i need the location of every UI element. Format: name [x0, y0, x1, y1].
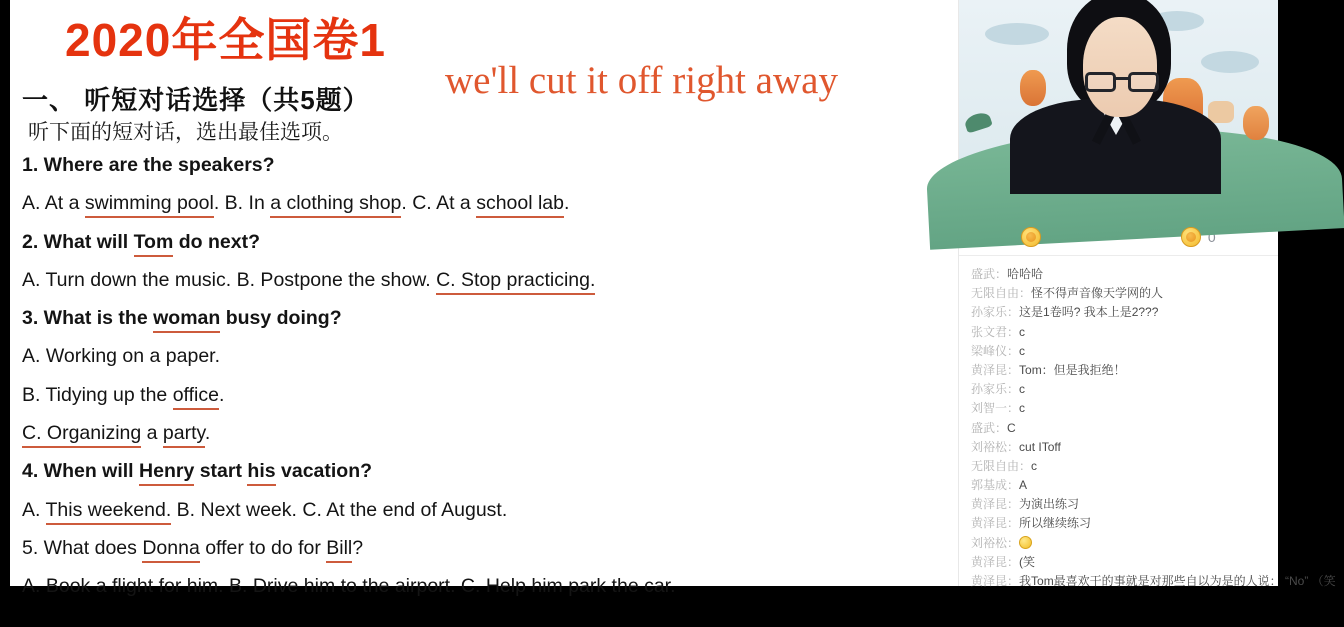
cloud-shape	[1201, 51, 1259, 73]
chat-message	[971, 495, 1278, 514]
chat-message	[971, 342, 1278, 361]
chat-sender-name: 黄泽昆：	[971, 497, 1020, 512]
question-line: A. This weekend. B. Next week. C. At the end of August.	[22, 491, 942, 529]
chat-message	[971, 438, 1278, 457]
chat-message-text: 所以继续练习	[1019, 516, 1092, 531]
class-coin-count: 0	[1207, 229, 1216, 245]
chat-sender-name: 刘裕松：	[971, 535, 1020, 550]
chat-sender-name: 郭基成：	[971, 478, 1020, 493]
question-line: C. Organizing a party.	[22, 414, 942, 452]
chat-message-text: 为演出练习	[1019, 497, 1080, 512]
bush-shape	[1020, 70, 1046, 106]
plant-shape	[964, 110, 994, 133]
chat-sender-name: 梁峰仪：	[971, 343, 1020, 358]
chat-message-text: 怪不得声音像天学网的人	[1031, 286, 1164, 301]
instructor-face	[1083, 17, 1157, 117]
question-line: 1. Where are the speakers?	[22, 154, 275, 176]
chat-message-text: 这是1卷吗? 我本上是2???	[1019, 305, 1159, 320]
bush-shape	[1243, 106, 1269, 140]
chat-message-text: c	[1019, 401, 1026, 416]
page-title: 2020年全国卷1	[65, 14, 386, 66]
coin-icon	[1181, 227, 1201, 247]
question-line: A. Book a flight for him. B. Drive him to the airport. C. Help him park the car.	[22, 575, 676, 598]
question-line: A. At a swimming pool. B. In a clothing shop. C. At a school lab.	[22, 184, 942, 222]
chat-sender-name: 孙家乐：	[971, 382, 1020, 397]
chat-message	[971, 457, 1278, 476]
chat-sender-name: 刘智一：	[971, 401, 1020, 416]
chat-sender-name: 黄泽昆：	[971, 516, 1020, 531]
chat-message-text: 哈哈哈	[1007, 267, 1044, 281]
cloud-shape	[985, 23, 1049, 45]
chat-message	[971, 476, 1278, 495]
instructor-video[interactable]	[959, 0, 1278, 190]
chat-list[interactable]	[959, 256, 1336, 588]
question-line: 3. What is the woman busy doing?	[22, 299, 942, 337]
chat-message-text: c	[1019, 343, 1026, 358]
chat-message-text: c	[1031, 458, 1038, 473]
chat-message	[971, 265, 1278, 284]
chat-sender-name: 刘裕松：	[971, 439, 1020, 454]
question-line: B. Tidying up the office.	[22, 376, 942, 414]
question-line: A. Working on a paper.	[22, 345, 221, 368]
chat-message-text: c	[1019, 324, 1026, 339]
section-subtitle: 听下面的短对话，选出最佳选项。	[28, 121, 343, 144]
chat-sender-name: 黄泽昆：	[971, 362, 1020, 377]
cartoon-hand	[1208, 101, 1234, 123]
teacher-annotation: we'll cut it off right away	[445, 59, 838, 102]
chat-message	[971, 514, 1278, 533]
chat-message	[971, 284, 1278, 303]
smiley-emoji-icon	[1019, 536, 1032, 549]
chat-message-text: cut IToff	[1019, 439, 1061, 454]
chat-message	[971, 419, 1278, 438]
slide-area	[10, 0, 958, 598]
chat-message	[971, 553, 1278, 572]
chat-message	[971, 361, 1278, 380]
question-lines	[22, 146, 942, 606]
chat-message	[971, 380, 1278, 399]
question-line: 2. What will Tom do next?	[22, 223, 942, 261]
chat-message-text: A	[1019, 478, 1028, 493]
chat-message-text: Tom：但是我拒绝！	[1019, 362, 1126, 377]
chat-message-text: c	[1019, 382, 1026, 397]
question-line: A. Turn down the music. B. Postpone the show. C. Stop practicing.	[22, 261, 942, 299]
question-line: 5. What does Donna offer to do for Bill?	[22, 529, 942, 567]
chat-message	[971, 572, 1336, 591]
chat-sender-name: 盛武：	[971, 420, 1008, 435]
right-panel	[958, 0, 1336, 588]
chat-message-text: C	[1007, 420, 1016, 435]
chat-sender-name: 盛武：	[971, 267, 1008, 281]
chat-message	[971, 534, 1278, 553]
chat-message	[971, 399, 1278, 418]
chat-message	[971, 323, 1278, 342]
chat-sender-name: 无限自由：	[971, 458, 1032, 473]
chat-message-text: 我Tom最喜欢干的事就是对那些自以为是的人说： “No” （笑	[1019, 574, 1336, 588]
chat-sender-name: 张文君：	[971, 324, 1020, 339]
chat-message-text: (笑	[1019, 554, 1036, 569]
chat-message	[971, 303, 1278, 322]
chat-sender-name: 孙家乐：	[971, 305, 1020, 320]
chat-sender-name: 无限自由：	[971, 286, 1032, 301]
chat-sender-name: 黄泽昆：	[971, 554, 1020, 569]
section-heading: 一、 听短对话选择（共5题）	[22, 85, 370, 115]
glasses-icon	[1082, 72, 1162, 94]
chat-sender-name: 黄泽昆：	[971, 574, 1020, 588]
question-line: 4. When will Henry start his vacation?	[22, 452, 942, 490]
